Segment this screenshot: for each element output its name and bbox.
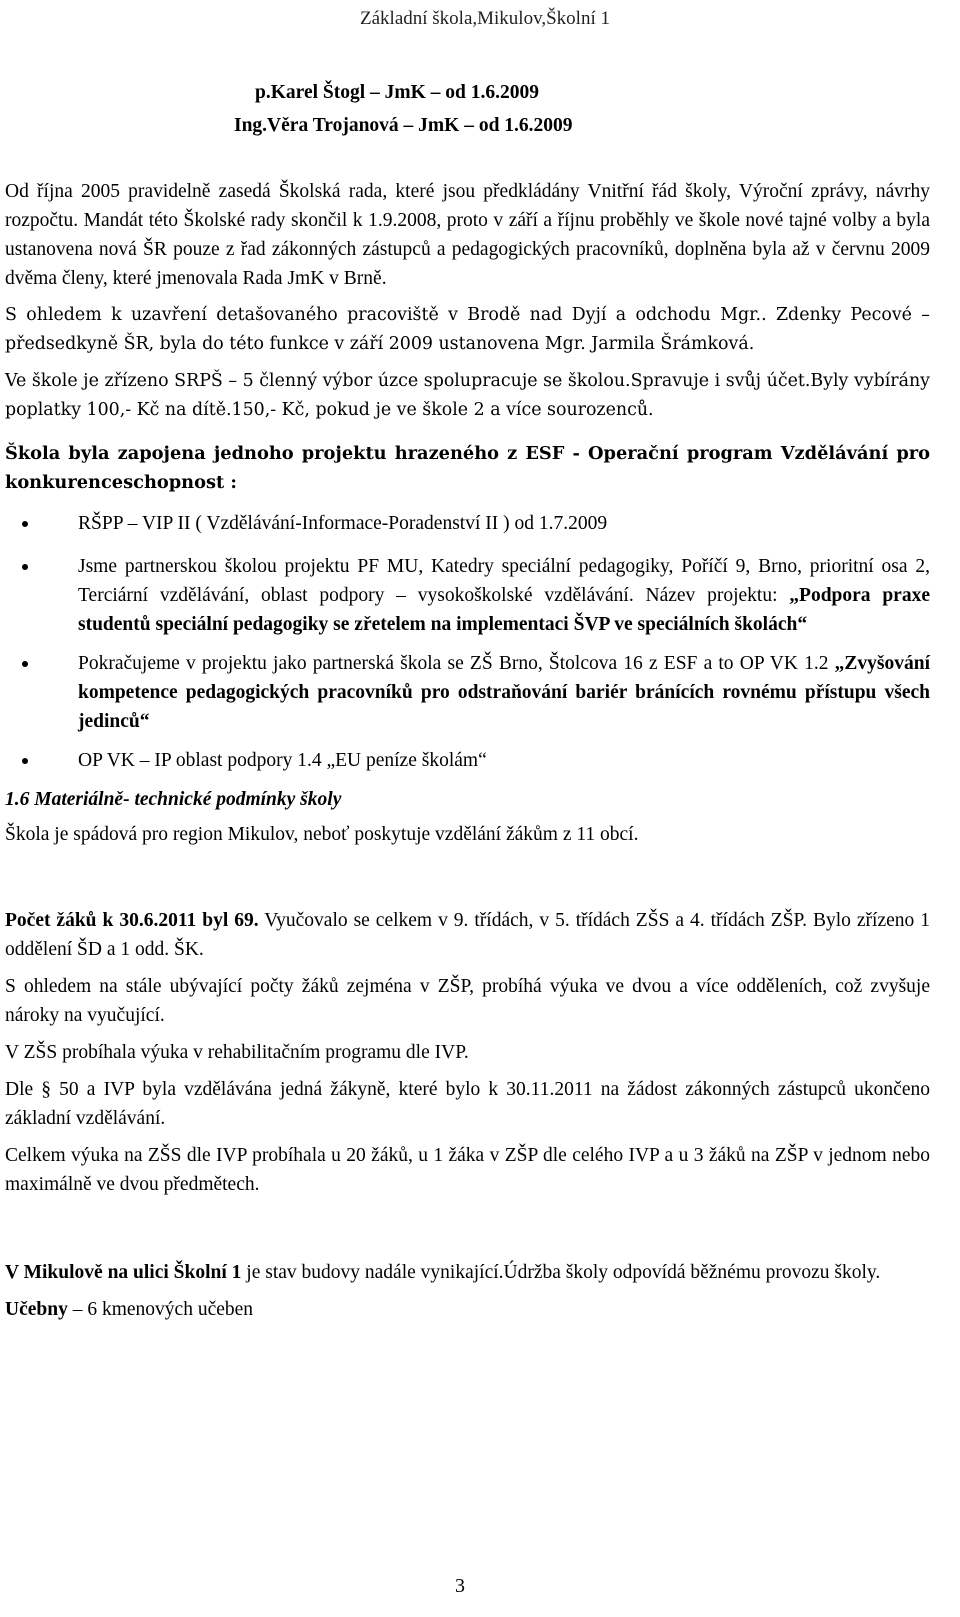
classrooms-label: Učebny: [5, 1299, 68, 1320]
list-item: [5, 552, 930, 639]
list-item-text: Jsme partnerskou školou projektu PF MU, Katedry speciální pedagogiky, Poříčí 9, Brno, prioritní osa 2, Terciární vzdělávání, oblast podpory – vysokoškolské vzdělávání. Název projektu:: [78, 556, 930, 606]
classrooms-count: – 6 kmenových učeben: [67, 1299, 254, 1320]
building-location: V Mikulově na ulici Školní 1: [5, 1262, 242, 1283]
building-state: je stav budovy nadále vynikající.Údržba školy odpovídá běžnému provozu školy.: [241, 1262, 881, 1283]
list-item-text: Pokračujeme v projektu jako partnerská škola se ZŠ Brno, Štolcova 16 z ESF a to OP VK 1.2: [78, 653, 835, 674]
paragraph-board-chair: S ohledem k uzavření detašovaného pracoviště v Brodě nad Dyjí a odchodu Mgr.. Zdenky Pecové – předsedkyně ŠR, byla do této funkce v září 2009 ustanovena Mgr. Jarmila Šrámková.: [5, 305, 930, 354]
bullet-icon: [22, 661, 28, 667]
section-title: 1.6 Materiálně- technické podmínky školy: [5, 789, 342, 810]
staff-member: Ing.Věra Trojanová – JmK – od 1.6.2009: [234, 115, 573, 136]
bullet-icon: [22, 758, 28, 764]
paragraph-building: [5, 1258, 930, 1287]
paragraph-srps: Ve škole je zřízeno SRPŠ – 5 členný výbor úzce spolupracuje se školou.Spravuje i svůj účet.Byly vybírány poplatky 100,- Kč na dítě.150,- Kč, pokud je ve škole 2 a více sourozenců.: [5, 371, 930, 420]
paragraph-paragraph50: Dle § 50 a IVP byla vzdělávána jedná žákyně, které bylo k 30.11.2011 na žádost zákonných zástupců ukončeno základní vzdělávání.: [5, 1079, 930, 1129]
list-item: [5, 649, 930, 736]
pupil-count-detail: Vyučovalo se celkem v 9. třídách, v 5. třídách ZŠS a 4. třídách ZŠP. Bylo zřízeno 1 oddělení ŠD a 1 odd. ŠK.: [5, 910, 931, 960]
list-item-text: OP VK – IP oblast podpory 1.4 „EU peníze školám“: [78, 750, 487, 771]
staff-member: p.Karel Štogl – JmK – od 1.6.2009: [255, 82, 540, 103]
paragraph-catchment: Škola je spádová pro region Mikulov, neboť poskytuje vzdělání žákům z 11 obcí.: [5, 824, 639, 845]
list-item-text: RŠPP – VIP II ( Vzdělávání-Informace-Poradenství II ) od 1.7.2009: [78, 513, 608, 534]
staff-list: [5, 76, 930, 142]
paragraph-esf-project: Škola byla zapojena jednoho projektu hrazeného z ESF - Operační program Vzdělávání pro konkurenceschopnost :: [5, 443, 930, 493]
paragraph-declining: S ohledem na stále ubývající počty žáků zejména v ZŠP, probíhá výuka ve dvou a více odděleních, což zvyšuje nároky na vyučující.: [5, 976, 930, 1026]
bullet-icon: [22, 521, 28, 527]
project-name: „Podpora praxe studentů speciální pedagogiky se zřetelem na implementaci ŠVP ve speciálních školách“: [78, 585, 930, 635]
paragraph-ivp-total: Celkem výuka na ZŠS dle IVP probíhala u 20 žáků, u 1 žáka v ZŠP dle celého IVP a u 3 žáků na ZŠP v jednom nebo maximálně ve dvou předmětech.: [5, 1145, 930, 1195]
pupil-count: Počet žáků k 30.6.2011 byl 69.: [5, 910, 259, 931]
page-number: 3: [455, 1575, 465, 1597]
list-item: [5, 509, 930, 538]
project-name: „Zvyšování kompetence pedagogických pracovníků pro odstraňování bariér bránících rovnému přístupu všech jedinců“: [78, 653, 930, 732]
document-page: [5, 0, 930, 1324]
paragraph-school-board: Od října 2005 pravidelně zasedá Školská rada, které jsou předkládány Vnitřní řád školy, Výroční zprávy, návrhy rozpočtu. Mandát této Školské rady skončil k 1.9.2008, proto v září a říjnu proběhly ve škole nové tajné volby a byla ustanovena nová ŠR pouze z řad zákonných zástupců a pedagogických pracovníků, doplněna byla až v červnu 2009 dvěma členy, které jmenovala Rada JmK v Brně.: [5, 181, 930, 289]
bullet-icon: [22, 564, 28, 570]
page-header: Základní škola,Mikulov,Školní 1: [360, 8, 610, 29]
list-item: [5, 746, 930, 775]
paragraph-pupil-count: [5, 906, 930, 964]
paragraph-classrooms: [5, 1295, 930, 1324]
paragraph-zss: V ZŠS probíhala výuka v rehabilitačním programu dle IVP.: [5, 1042, 469, 1063]
project-list: [5, 509, 930, 775]
